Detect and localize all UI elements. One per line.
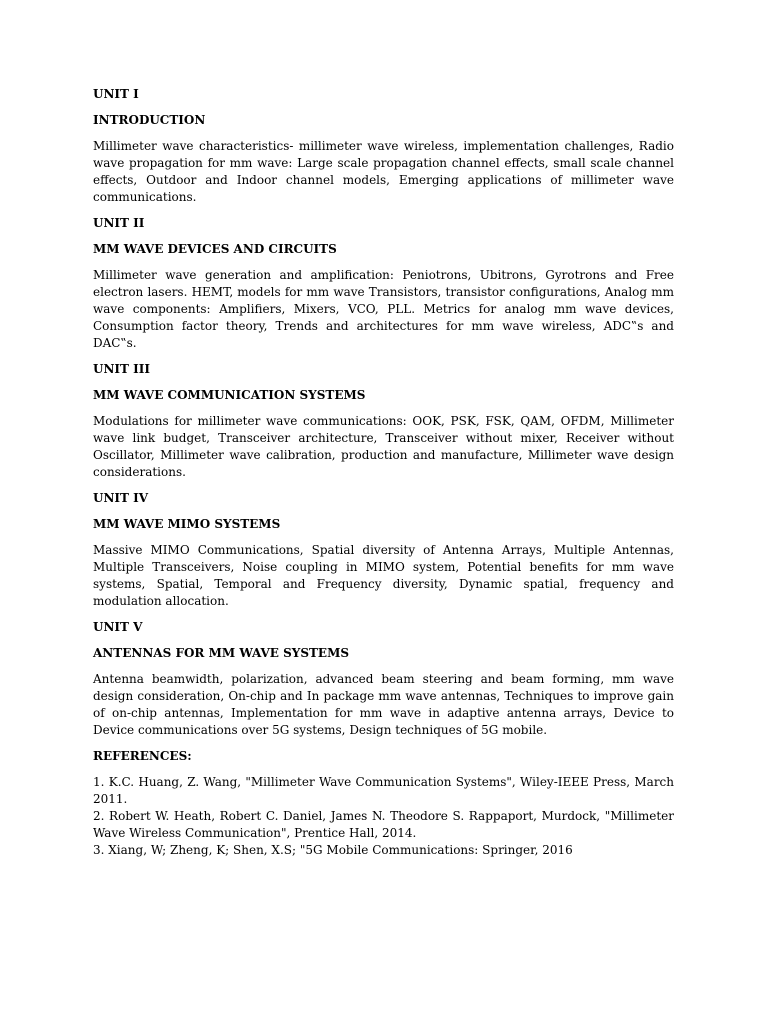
reference-item: 2. Robert W. Heath, Robert C. Daniel, James N. Theodore S. Rappaport, Murdock, "Millimeter Wave Wireless Communication", Prentice Hall, 2014. bbox=[93, 809, 674, 840]
unit-5-section bbox=[93, 619, 674, 739]
unit-4-title: MM WAVE MIMO SYSTEMS bbox=[93, 517, 281, 531]
unit-4-section bbox=[93, 490, 674, 610]
references-section bbox=[93, 748, 674, 859]
references-list bbox=[93, 774, 674, 859]
unit-2-label: UNIT II bbox=[93, 216, 145, 230]
unit-2-body: Millimeter wave generation and amplification: Peniotrons, Ubitrons, Gyrotrons and Free electron lasers. HEMT, models for mm wave Transistors, transistor configurations, Analog mm wave components: Amplifiers, Mixers, VCO, PLL. Metrics for analog mm wave devices, Consumption factor theory, Trends and architectures for mm wave wireless, ADC‟s and DAC‟s. bbox=[93, 268, 674, 350]
unit-3-section bbox=[93, 361, 674, 481]
unit-3-label: UNIT III bbox=[93, 362, 150, 376]
references-heading: REFERENCES: bbox=[93, 749, 192, 763]
unit-4-label: UNIT IV bbox=[93, 491, 149, 505]
unit-5-title: ANTENNAS FOR MM WAVE SYSTEMS bbox=[93, 646, 350, 660]
unit-1-label: UNIT I bbox=[93, 87, 139, 101]
unit-5-label: UNIT V bbox=[93, 620, 143, 634]
unit-2-section bbox=[93, 215, 674, 352]
unit-1-body: Millimeter wave characteristics- millimeter wave wireless, implementation challenges, Radio wave propagation for mm wave: Large scale propagation channel effects, small scale channel effects, Outdoor and Indoor channel models, Emerging applications of millimeter wave communications. bbox=[93, 139, 674, 204]
unit-1-section bbox=[93, 86, 674, 206]
reference-item: 1. K.C. Huang, Z. Wang, "Millimeter Wave Communication Systems", Wiley-IEEE Press, March 2011. bbox=[93, 775, 674, 806]
unit-3-body: Modulations for millimeter wave communications: OOK, PSK, FSK, QAM, OFDM, Millimeter wave link budget, Transceiver architecture, Transceiver without mixer, Receiver without Oscillator, Millimeter wave calibration, production and manufacture, Millimeter wave design considerations. bbox=[93, 414, 674, 479]
unit-5-body: Antenna beamwidth, polarization, advanced beam steering and beam forming, mm wave design consideration, On-chip and In package mm wave antennas, Techniques to improve gain of on-chip antennas, Implementation for mm wave in adaptive antenna arrays, Device to Device communications over 5G systems, Design techniques of 5G mobile. bbox=[93, 672, 674, 737]
unit-3-title: MM WAVE COMMUNICATION SYSTEMS bbox=[93, 388, 366, 402]
syllabus-document bbox=[93, 86, 674, 859]
unit-4-body: Massive MIMO Communications, Spatial diversity of Antenna Arrays, Multiple Antennas, Multiple Transceivers, Noise coupling in MIMO system, Potential benefits for mm wave systems, Spatial, Temporal and Frequency diversity, Dynamic spatial, frequency and modulation allocation. bbox=[93, 543, 674, 608]
reference-item: 3. Xiang, W; Zheng, K; Shen, X.S; "5G Mobile Communications: Springer, 2016 bbox=[93, 843, 573, 857]
unit-2-title: MM WAVE DEVICES AND CIRCUITS bbox=[93, 242, 337, 256]
unit-1-title: INTRODUCTION bbox=[93, 113, 206, 127]
